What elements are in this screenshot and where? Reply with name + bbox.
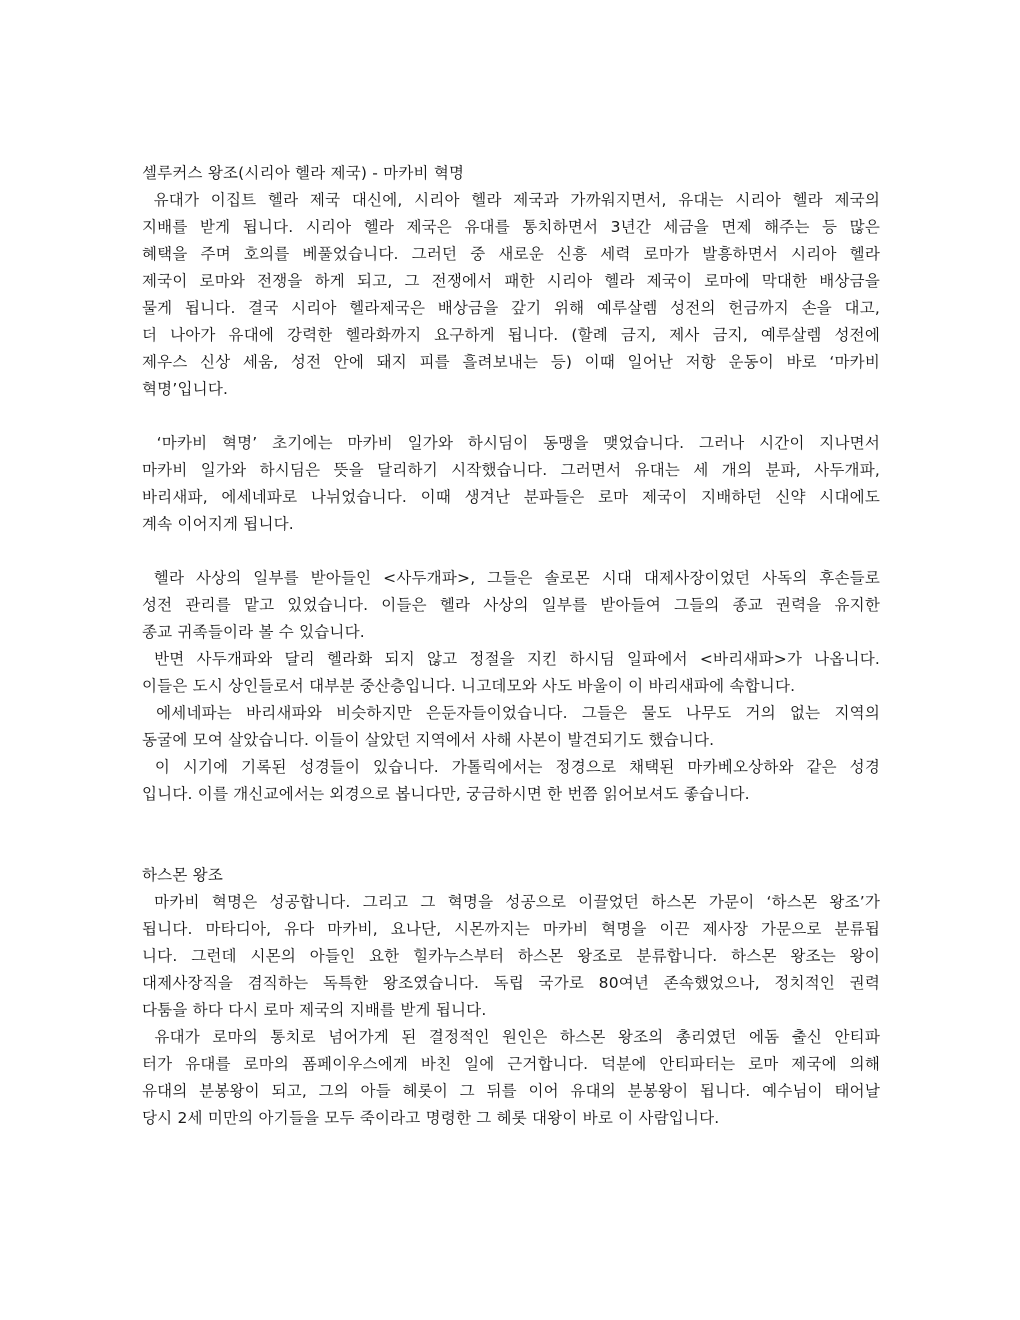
text-line: 헬라 사상의 일부를 받아들인 <사두개파>, 그들은 솔로몬 시대 대제사장이었던 사독의 후손들로: [142, 569, 880, 587]
text-line: 동굴에 모여 살았습니다. 이들이 살았던 지역에서 사해 사본이 발견되기도 했습니다.: [142, 731, 715, 749]
blank-line: [142, 808, 880, 835]
text-line: 이들은 도시 상인들로서 대부분 중산층입니다. 니고데모와 사도 바울이 이 바리새파에 속합니다.: [142, 677, 796, 695]
paragraph: [142, 187, 880, 403]
section-heading-seleucid: 셀루커스 왕조(시리아 헬라 제국) - 마카비 혁명: [142, 164, 465, 182]
paragraph: [142, 430, 880, 538]
text-line: 계속 이어지게 됩니다.: [142, 515, 294, 533]
paragraph: [142, 889, 880, 1132]
text-line: 유대가 로마의 통치로 넘어가게 된 결정적인 원인은 하스몬 왕조의 총리였던 에돔 출신 안티파: [142, 1028, 880, 1046]
text-line: 물게 됩니다. 결국 시리아 헬라제국은 배상금을 갚기 위해 예루살렘 성전의 헌금까지 손을 대고,: [142, 299, 880, 317]
text-line: 제우스 신상 세움, 성전 안에 돼지 피를 흘려보내는 등) 이때 일어난 저항 운동이 바로 ‘마카비: [142, 353, 880, 371]
blank-line: [142, 538, 880, 565]
text-line: 입니다. 이를 개신교에서는 외경으로 봅니다만, 궁금하시면 한 번쯤 읽어보셔도 좋습니다.: [142, 785, 750, 803]
text-line: 됩니다. 마타디아, 유다 마카비, 요나단, 시몬까지는 마카비 혁명을 이끈 제사장 가문으로 분류됩: [142, 920, 880, 938]
blank-line: [142, 403, 880, 430]
text-line: 지배를 받게 됩니다. 시리아 헬라 제국은 유대를 통치하면서 3년간 세금을 면제 해주는 등 많은: [142, 218, 880, 236]
text-line: 혜택을 주며 호의를 베풀었습니다. 그러던 중 새로운 신흥 세력 로마가 발흥하면서 시리아 헬라: [142, 245, 880, 263]
text-line: ‘마카비 혁명’ 초기에는 마카비 일가와 하시딤이 동맹을 맺었습니다. 그러나 시간이 지나면서: [142, 434, 880, 452]
text-line: 대제사장직을 겸직하는 독특한 왕조였습니다. 독립 국가로 80여년 존속했었으나, 정치적인 권력: [142, 974, 880, 992]
text-line: 종교 귀족들이라 볼 수 있습니다.: [142, 623, 365, 641]
text-line: 니다. 그런데 시몬의 아들인 요한 힐카누스부터 하스몬 왕조로 분류합니다. 하스몬 왕조는 왕이: [142, 947, 880, 965]
section-heading-hasmonean: 하스몬 왕조: [142, 866, 223, 884]
text-line: 당시 2세 미만의 아기들을 모두 죽이라고 명령한 그 헤롯 대왕이 바로 이 사람입니다.: [142, 1109, 720, 1127]
text-line: 마카비 일가와 하시딤은 뜻을 달리하기 시작했습니다. 그러면서 유대는 세 개의 분파, 사두개파,: [142, 461, 880, 479]
text-line: 마카비 혁명은 성공합니다. 그리고 그 혁명을 성공으로 이끌었던 하스몬 가문이 ‘하스몬 왕조’가: [142, 893, 880, 911]
text-line: 더 나아가 유대에 강력한 헬라화까지 요구하게 됩니다. (할례 금지, 제사 금지, 예루살렘 성전에: [142, 326, 880, 344]
text-line: 다툼을 하다 다시 로마 제국의 지배를 받게 됩니다.: [142, 1001, 487, 1019]
document-page: [142, 160, 880, 1132]
text-line: 터가 유대를 로마의 폼페이우스에게 바친 일에 근거합니다. 덕분에 안티파터는 로마 제국에 의해: [142, 1055, 880, 1073]
text-line: 혁명’입니다.: [142, 380, 229, 398]
text-line: 에세네파는 바리새파와 비슷하지만 은둔자들이었습니다. 그들은 물도 나무도 거의 없는 지역의: [142, 704, 880, 722]
text-line: 바리새파, 에세네파로 나뉘었습니다. 이때 생겨난 분파들은 로마 제국이 지배하던 신약 시대에도: [142, 488, 880, 506]
blank-line: [142, 835, 880, 862]
text-line: 제국이 로마와 전쟁을 하게 되고, 그 전쟁에서 패한 시리아 헬라 제국이 로마에 막대한 배상금을: [142, 272, 880, 290]
text-line: 유대의 분봉왕이 되고, 그의 아들 헤롯이 그 뒤를 이어 유대의 분봉왕이 됩니다. 예수님이 태어날: [142, 1082, 880, 1100]
text-line: 반면 사두개파와 달리 헬라화 되지 않고 정절을 지킨 하시딤 일파에서 <바리새파>가 나옵니다.: [142, 650, 880, 668]
text-line: 성전 관리를 맡고 있었습니다. 이들은 헬라 사상의 일부를 받아들여 그들의 종교 권력을 유지한: [142, 596, 880, 614]
text-line: 이 시기에 기록된 성경들이 있습니다. 가톨릭에서는 정경으로 채택된 마카베오상하와 같은 성경: [142, 758, 880, 776]
text-line: 유대가 이집트 헬라 제국 대신에, 시리아 헬라 제국과 가까워지면서, 유대는 시리아 헬라 제국의: [142, 191, 880, 209]
paragraph: [142, 565, 880, 808]
